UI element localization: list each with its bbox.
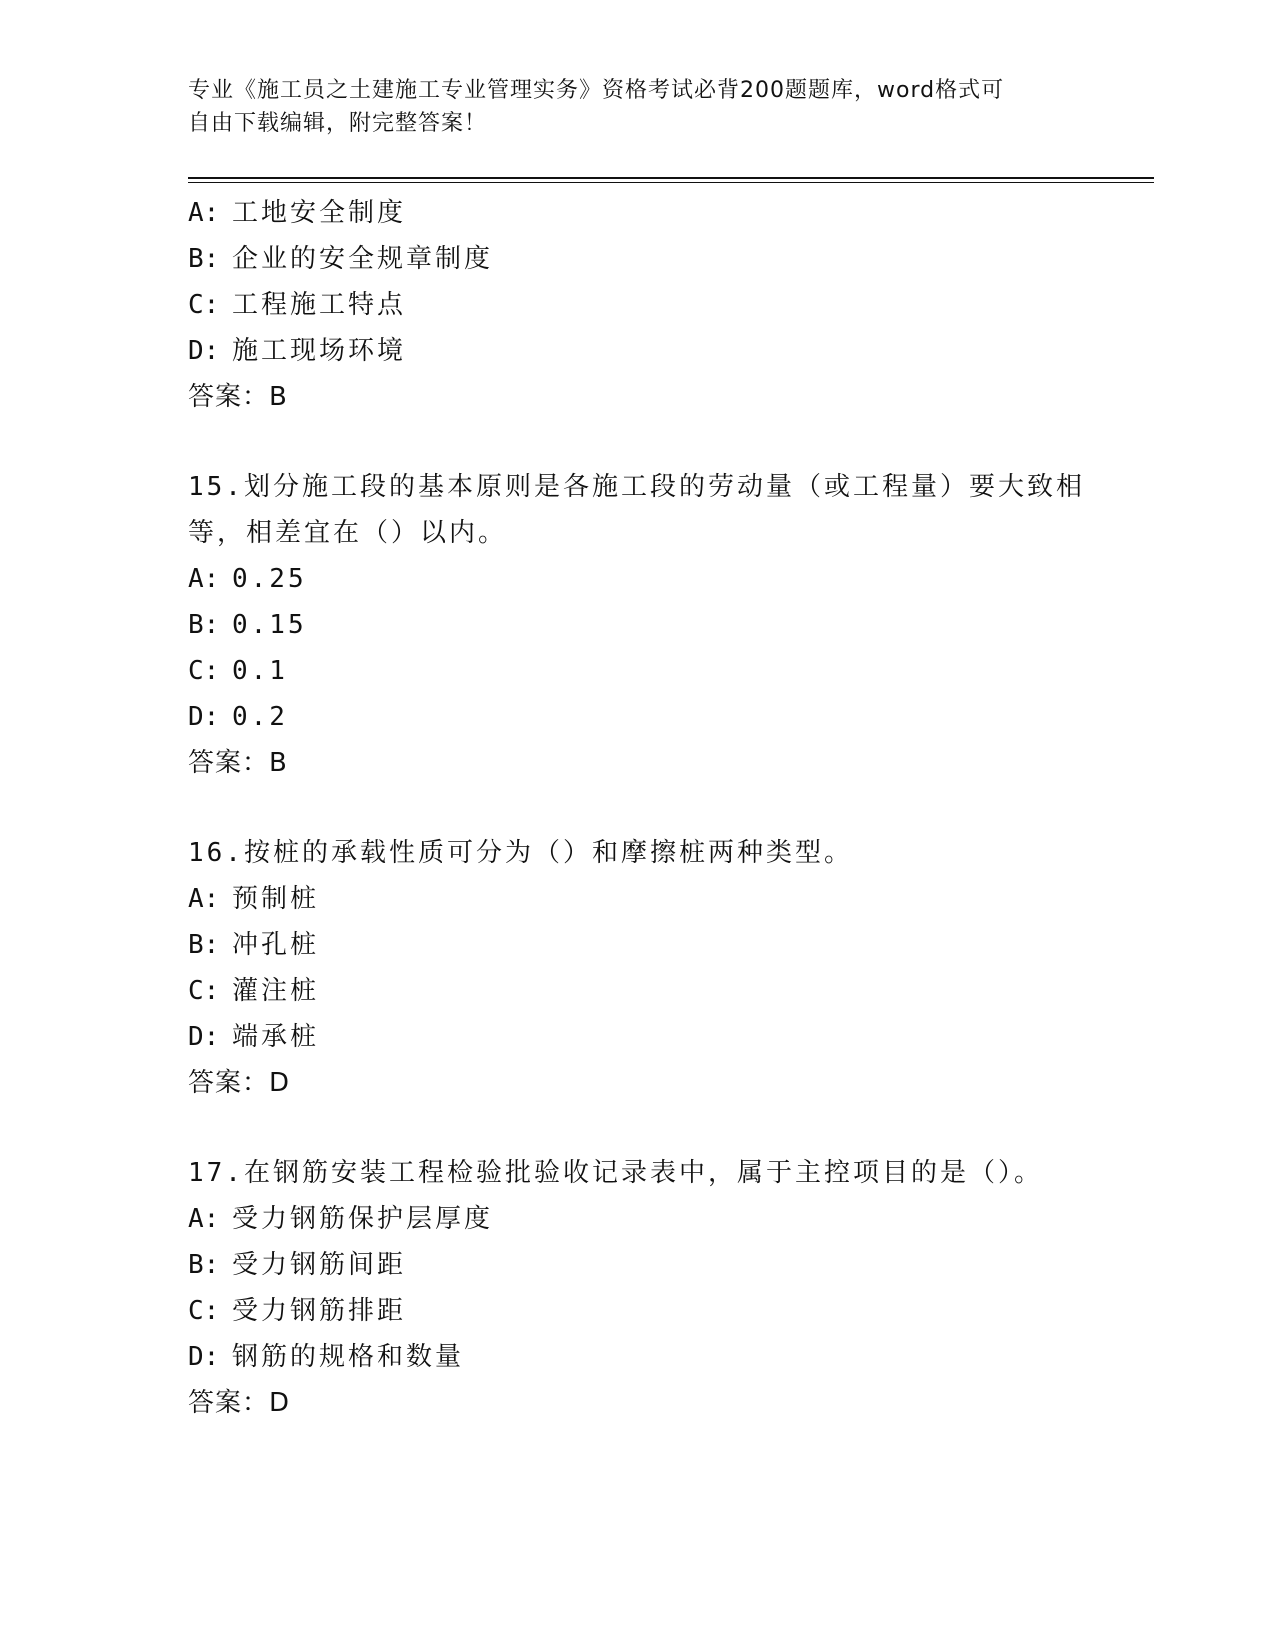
option-c [188, 282, 1118, 328]
option-a [188, 876, 1118, 922]
option-key: D: [188, 336, 220, 366]
option-key: C: [188, 656, 220, 686]
option-key: B: [188, 930, 220, 960]
header-title-line-1: 专业《施工员之土建施工专业管理实务》资格考试必背200题题库，word格式可 [188, 78, 1005, 103]
question-text: 17.在钢筋安装工程检验批验收记录表中，属于主控项目的是（）。 [188, 1158, 1043, 1188]
option-d [188, 694, 1118, 740]
option-text: 端承桩 [232, 1022, 320, 1052]
question-16 [188, 830, 1118, 1106]
option-key: D: [188, 702, 220, 732]
option-text: 冲孔桩 [232, 930, 320, 960]
header-divider-thin [188, 182, 1154, 183]
option-text: 钢筋的规格和数量 [232, 1342, 465, 1372]
option-b [188, 1242, 1118, 1288]
option-text: 受力钢筋间距 [232, 1250, 407, 1280]
spacer [188, 1106, 1118, 1150]
option-key: C: [188, 1296, 220, 1326]
option-key: C: [188, 290, 220, 320]
question-text: 15.划分施工段的基本原则是各施工段的劳动量（或工程量）要大致相等，相差宜在（）以内。 [188, 472, 1085, 548]
option-a [188, 1196, 1118, 1242]
option-text: 0.1 [232, 656, 288, 686]
question-14-continuation [188, 190, 1118, 420]
option-key: C: [188, 976, 220, 1006]
option-text: 企业的安全规章制度 [232, 244, 494, 274]
option-key: B: [188, 244, 220, 274]
option-d [188, 1014, 1118, 1060]
header-divider-thick [188, 177, 1154, 179]
document-header [188, 74, 1088, 140]
question-list [188, 190, 1118, 1426]
option-key: D: [188, 1022, 220, 1052]
option-key: B: [188, 610, 220, 640]
option-key: A: [188, 564, 220, 594]
option-text: 受力钢筋保护层厚度 [232, 1204, 494, 1234]
option-d [188, 1334, 1118, 1380]
option-text: 预制桩 [232, 884, 320, 914]
option-text: 受力钢筋排距 [232, 1296, 407, 1326]
question-text: 16.按桩的承载性质可分为（）和摩擦桩两种类型。 [188, 838, 853, 868]
option-key: B: [188, 1250, 220, 1280]
answer-line: 答案：D [188, 1388, 291, 1418]
header-title-line-2: 自由下载编辑，附完整答案！ [188, 111, 488, 136]
option-key: A: [188, 884, 220, 914]
option-d [188, 328, 1118, 374]
option-a [188, 190, 1118, 236]
option-c [188, 1288, 1118, 1334]
option-text: 0.25 [232, 564, 307, 594]
spacer [188, 786, 1118, 830]
option-text: 0.15 [232, 610, 307, 640]
option-key: A: [188, 1204, 220, 1234]
option-c [188, 648, 1118, 694]
answer-line: 答案：D [188, 1068, 291, 1098]
option-text: 施工现场环境 [232, 336, 407, 366]
option-key: D: [188, 1342, 220, 1372]
answer-line: 答案：B [188, 382, 288, 412]
answer-line: 答案：B [188, 748, 288, 778]
option-text: 工程施工特点 [232, 290, 407, 320]
spacer [188, 420, 1118, 464]
option-b [188, 236, 1118, 282]
option-text: 工地安全制度 [232, 198, 407, 228]
option-text: 0.2 [232, 702, 288, 732]
option-key: A: [188, 198, 220, 228]
option-text: 灌注桩 [232, 976, 320, 1006]
option-a [188, 556, 1118, 602]
option-c [188, 968, 1118, 1014]
question-17 [188, 1150, 1118, 1426]
option-b [188, 922, 1118, 968]
option-b [188, 602, 1118, 648]
question-15 [188, 464, 1118, 786]
